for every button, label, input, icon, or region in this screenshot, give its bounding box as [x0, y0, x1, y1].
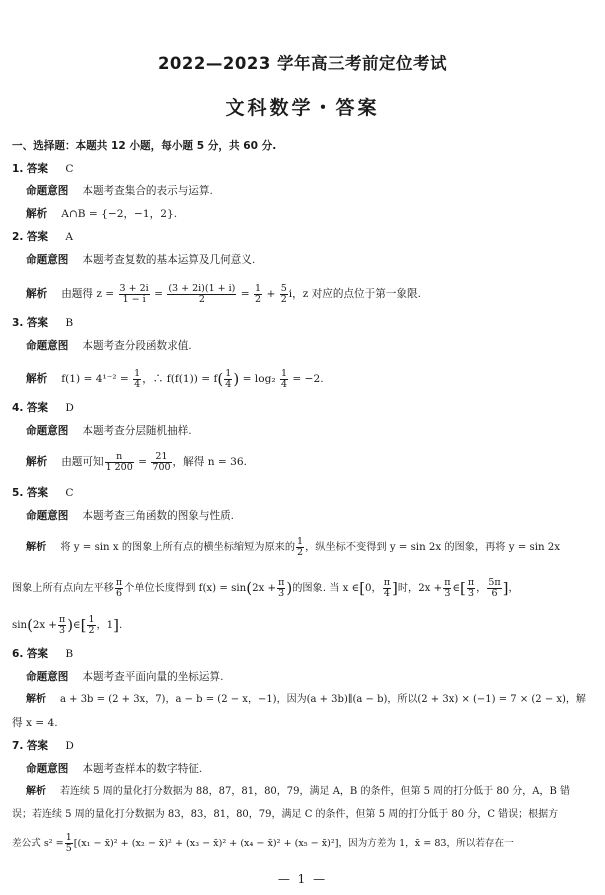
fraction	[383, 578, 391, 599]
q2-intent-row	[26, 253, 255, 267]
denominator: 4	[280, 378, 288, 390]
q6-intent: 本题考查平面向量的坐标运算.	[82, 671, 224, 683]
q5-l3-text-c: ∈	[73, 620, 81, 631]
right-bracket: ]	[502, 579, 509, 597]
left-bracket: [	[80, 616, 87, 634]
right-paren: )	[67, 616, 74, 634]
fraction	[105, 452, 134, 473]
q5-l2-text-d: 的图象. 当 x ∈	[292, 583, 360, 594]
analysis-label: 解析	[26, 208, 48, 220]
q5-l1-text-a: 将 y = sin x 的图象上所有点的横坐标缩短为原来的	[60, 542, 296, 553]
q7-analysis-row-2	[12, 808, 558, 822]
q7-analysis-line2: 误；若连续 5 周的量化打分数据为 83，83，81，80，79，满足 C 的条件，但第 5 周的打分低于 80 分，C 错误；根据方	[12, 809, 559, 820]
numerator: π	[383, 576, 390, 588]
fraction	[87, 615, 95, 636]
numerator: π	[115, 576, 123, 588]
left-paren: (	[27, 616, 33, 634]
answer-label: 答案	[26, 317, 48, 329]
q6-analysis-line1: a + 3b = (2 + 3x，7)，a − b = (2 − x，−1)，因为(a + 3b)∥(a − b)，所以(2 + 3x) × (−1) = 7 × (2 − x)，解	[60, 694, 586, 705]
q2-text-b: =	[154, 288, 163, 300]
q1-analysis-row	[26, 207, 177, 221]
q3-text-a: f(1) = 4¹⁻² =	[61, 373, 129, 385]
q5-intent: 本题考查三角函数的图象与性质.	[82, 510, 235, 522]
q2-text-c: =	[240, 288, 250, 300]
q7-intent-row	[26, 762, 202, 776]
fraction	[254, 284, 262, 305]
q7-number: 7.	[12, 740, 24, 752]
analysis-label: 解析	[26, 288, 48, 300]
q2-answer-row	[12, 230, 73, 244]
q3-number: 3.	[12, 317, 24, 329]
q5-intent-row	[26, 509, 234, 523]
answer-label: 答案	[26, 402, 48, 414]
denominator: 700	[152, 461, 171, 473]
numerator: 1	[280, 367, 288, 379]
right-bracket: ]	[391, 579, 398, 597]
answer-label: 答案	[26, 163, 48, 175]
denominator: 1 200	[105, 461, 133, 473]
answer-label: 答案	[26, 487, 48, 499]
denominator: 4	[225, 378, 232, 390]
q7-l3-text-b: [(x₁ − x̄)² + (x₂ − x̄)² + (x₃ − x̄)² + (x₄ − x̄)² + (x₅ − x̄)²]，因为方差为 1，x̄ = 83，所以若存在一	[73, 838, 514, 849]
q7-analysis-line1: 若连续 5 周的量化打分数据为 88，87，81，80，79，满足 A，B 的条件，但第 5 周的打分低于 80 分，A，B 错	[60, 786, 570, 797]
fraction	[115, 578, 123, 599]
q6-answer: B	[65, 648, 74, 660]
denominator: 3	[59, 624, 66, 636]
denominator: 2	[88, 624, 95, 636]
numerator: π	[444, 576, 451, 588]
answer-label: 答案	[26, 648, 48, 660]
denominator: 3	[467, 587, 475, 599]
fraction	[467, 578, 475, 599]
numerator: 1	[225, 367, 232, 379]
q5-answer: C	[65, 487, 74, 499]
q2-text-a: 由题得 z =	[61, 288, 115, 300]
q2-answer: A	[65, 231, 73, 243]
q3-answer-row	[12, 316, 73, 330]
q3-intent: 本题考查分段函数求值.	[82, 340, 192, 352]
q7-intent: 本题考查样本的数字特征.	[82, 763, 203, 775]
denominator: 6	[491, 587, 498, 599]
q3-text-c: = log₂	[242, 373, 276, 385]
q5-l2-text-c: 2x +	[252, 583, 277, 594]
denominator: 2	[280, 293, 287, 305]
denominator: 4	[134, 378, 141, 390]
numerator: 1	[134, 367, 141, 379]
analysis-label: 解析	[26, 542, 47, 553]
denominator: 5	[65, 843, 72, 854]
q6-answer-row	[12, 647, 73, 661]
numerator: 5π	[488, 576, 501, 588]
numerator: π	[58, 613, 66, 625]
fraction	[487, 578, 501, 599]
denominator: 1 − i	[122, 293, 146, 305]
q2-intent: 本题考查复数的基本运算及几何意义.	[82, 254, 256, 266]
q5-answer-row	[12, 486, 73, 500]
numerator: (3 + 2i)(1 + i)	[168, 282, 236, 294]
q5-l3-text-a: sin	[12, 620, 28, 631]
q4-number: 4.	[12, 402, 24, 414]
intent-label: 命题意图	[26, 671, 69, 683]
q3-answer: B	[65, 317, 74, 329]
q7-analysis-row-1	[26, 785, 570, 799]
denominator: 2	[297, 546, 304, 558]
q6-analysis-row-2	[12, 716, 58, 730]
q5-l2-text-h: ，	[476, 583, 487, 594]
fraction	[151, 452, 171, 473]
q6-number: 6.	[12, 648, 24, 660]
denominator: 2	[255, 293, 262, 305]
q2-analysis-row	[26, 281, 421, 307]
q7-answer: D	[65, 740, 74, 752]
answer-label: 答案	[26, 231, 48, 243]
answer-label: 答案	[26, 740, 48, 752]
fraction	[280, 284, 288, 305]
denominator: 2	[198, 293, 205, 305]
fraction	[224, 369, 232, 390]
q5-l1-text-b: ，纵坐标不变得到 y = sin 2x 的图象，再将 y = sin 2x	[305, 542, 560, 553]
left-paren: (	[217, 370, 224, 388]
exam-subtitle: 文科数学・答案	[225, 97, 380, 119]
q4-analysis-row	[26, 449, 247, 475]
q7-analysis-row-3	[12, 831, 514, 857]
q7-l3-text-a: 差公式 s² =	[12, 838, 64, 849]
q4-text-b: =	[138, 456, 148, 468]
numerator: π	[278, 576, 285, 588]
q2-number: 2.	[12, 231, 24, 243]
numerator: 1	[297, 535, 304, 547]
intent-label: 命题意图	[26, 510, 69, 522]
q5-analysis-row-2	[12, 573, 519, 604]
q3-intent-row	[26, 339, 192, 353]
q5-l2-text-a: 图象上所有点向左平移	[12, 583, 114, 594]
q4-text-c: ，解得 n = 36.	[172, 456, 247, 468]
numerator: 3 + 2i	[119, 282, 149, 294]
denominator: 3	[444, 587, 451, 599]
q1-answer: C	[65, 163, 74, 175]
analysis-label: 解析	[26, 456, 48, 468]
page-number: — 1 —	[277, 872, 328, 886]
numerator: 1	[65, 832, 72, 843]
q5-l2-text-g: ∈	[452, 583, 461, 594]
q5-number: 5.	[12, 487, 24, 499]
numerator: 5	[280, 282, 287, 294]
fraction	[133, 369, 141, 390]
q5-l2-text-f: 时，2x +	[397, 583, 443, 594]
fraction	[58, 615, 66, 636]
q4-intent-row	[26, 424, 192, 438]
intent-label: 命题意图	[26, 254, 69, 266]
analysis-label: 解析	[26, 694, 46, 705]
denominator: 4	[383, 587, 390, 599]
right-paren: )	[233, 370, 240, 388]
left-bracket: [	[460, 579, 466, 597]
q7-answer-row	[12, 739, 74, 753]
intent-label: 命题意图	[26, 763, 69, 775]
analysis-label: 解析	[26, 786, 46, 797]
q4-answer: D	[65, 402, 74, 414]
fraction	[280, 369, 288, 390]
q5-l2-text-b: 个单位长度得到 f(x) = sin	[124, 583, 247, 594]
q3-analysis-row	[26, 366, 324, 392]
q2-text-e: i，z 对应的点位于第一象限.	[288, 288, 421, 300]
left-paren: (	[246, 579, 253, 597]
numerator: 1	[255, 282, 262, 294]
q5-l3-text-d: ，1	[96, 620, 114, 631]
q2-text-d: +	[266, 288, 276, 300]
right-bracket: ]	[113, 616, 120, 634]
fraction	[167, 284, 236, 305]
q5-l2-text-e: 0，	[365, 583, 382, 594]
intent-label: 命题意图	[26, 185, 69, 197]
q4-intent: 本题考查分层随机抽样.	[82, 425, 192, 437]
fraction	[277, 578, 285, 599]
intent-label: 命题意图	[26, 425, 69, 437]
q6-intent-row	[26, 670, 223, 684]
fraction	[443, 578, 451, 599]
q4-answer-row	[12, 401, 74, 415]
q4-text-a: 由题可知	[61, 456, 104, 468]
exam-title: 2022—2023 学年高三考前定位考试	[157, 54, 448, 73]
q1-analysis: A∩B = {−2，−1，2}.	[61, 208, 178, 220]
q5-analysis-row-3	[12, 610, 122, 641]
numerator: π	[467, 576, 475, 588]
q1-number: 1.	[12, 163, 24, 175]
left-bracket: [	[359, 579, 366, 597]
numerator: 21	[151, 452, 171, 463]
q1-answer-row	[12, 162, 73, 176]
q5-l2-text-i: ，	[508, 583, 519, 594]
intent-label: 命题意图	[26, 340, 69, 352]
q1-intent: 本题考查集合的表示与运算.	[82, 185, 213, 197]
numerator: n	[105, 452, 134, 463]
section-title: 一、选择题：本题共 12 小题，每小题 5 分，共 60 分.	[12, 140, 277, 152]
analysis-label: 解析	[26, 373, 48, 385]
q5-l3-text-b: 2x +	[32, 620, 57, 631]
fraction	[296, 537, 304, 558]
q1-intent-row	[26, 184, 213, 198]
q5-analysis-row-1	[26, 535, 560, 561]
fraction	[65, 833, 73, 854]
right-paren: )	[286, 579, 293, 597]
q3-text-d: = −2.	[292, 373, 324, 385]
denominator: 3	[278, 587, 285, 599]
q5-l3-text-e: .	[119, 620, 123, 631]
numerator: 1	[88, 613, 95, 625]
fraction	[119, 284, 150, 305]
denominator: 6	[115, 587, 123, 599]
q6-analysis-row-1	[26, 693, 586, 707]
q6-analysis-line2: 得 x = 4.	[12, 717, 58, 729]
q3-text-b: ，∴ f(f(1)) = f	[142, 373, 218, 385]
